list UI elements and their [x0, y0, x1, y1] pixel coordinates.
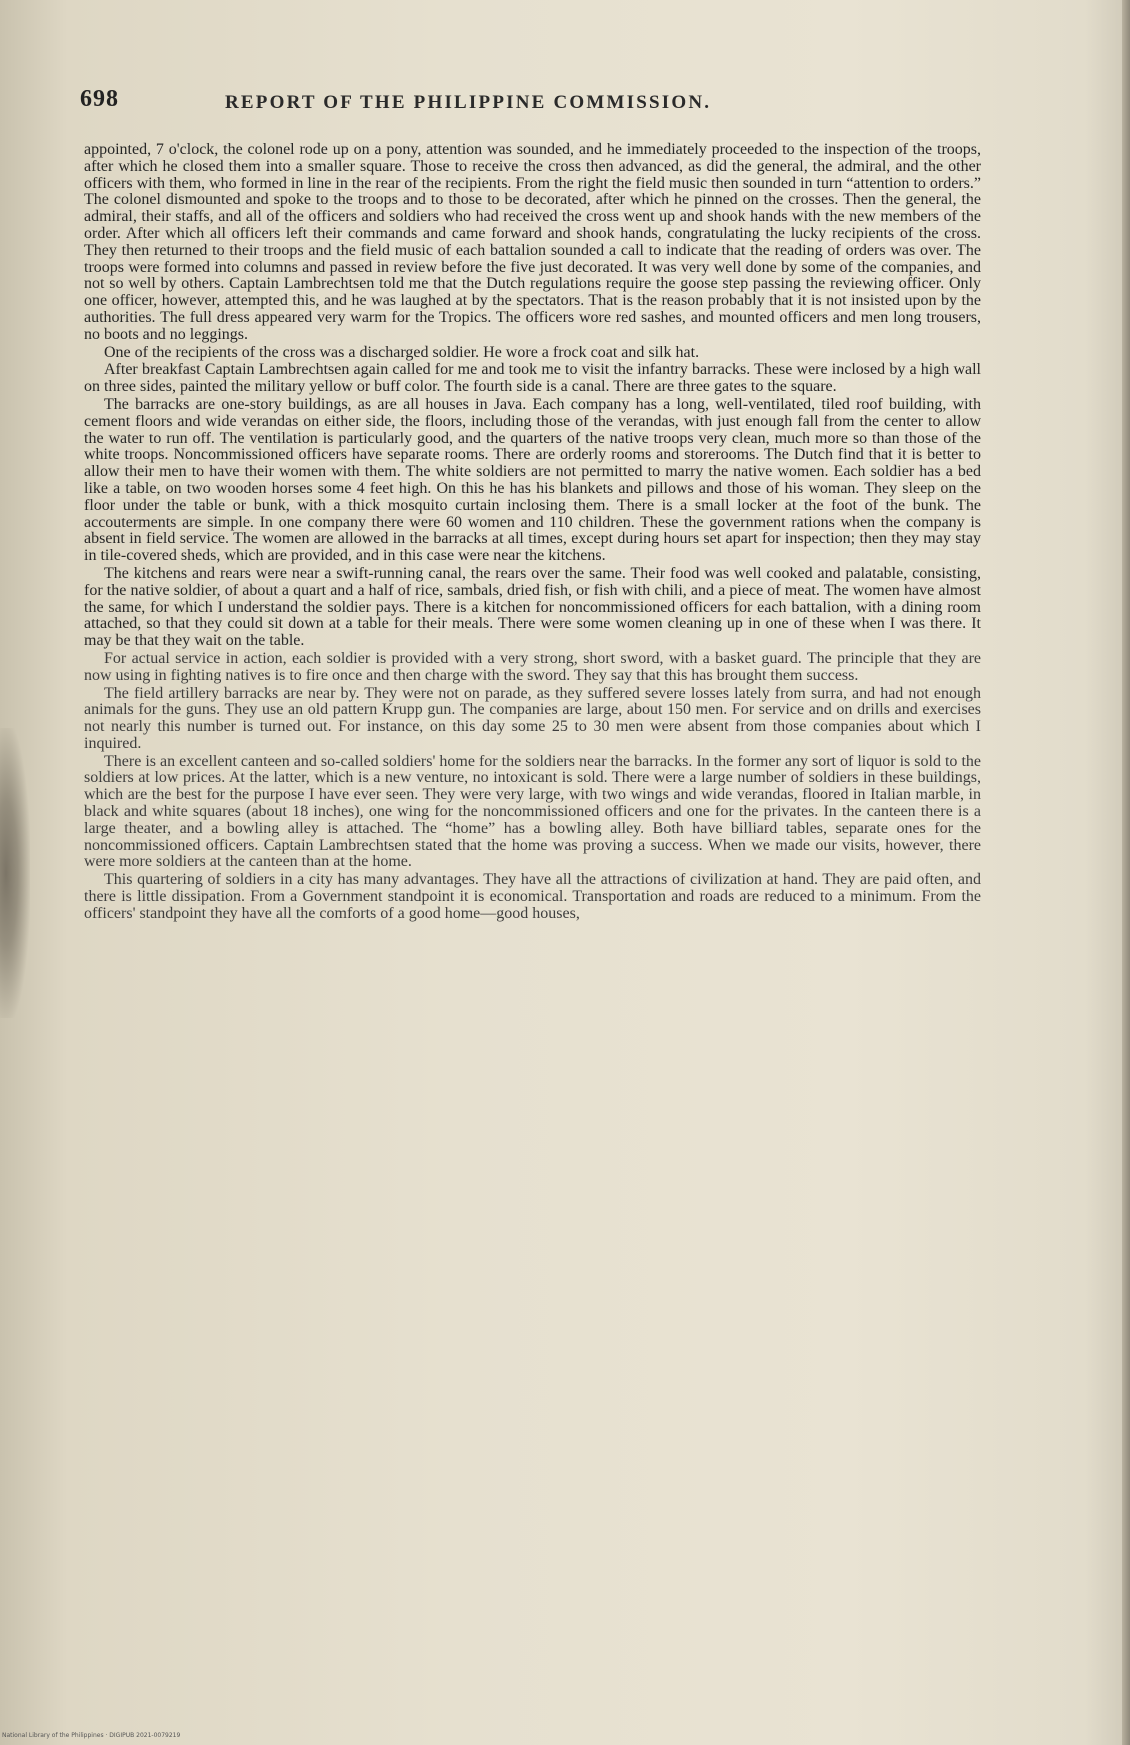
paragraph: The barracks are one-story buildings, as are all houses in Java. Each company has a long, well-ventilated, tiled roof building, with cement floors and wide verandas on either side, the floors, including those of the verandas, with just enough fall from the center to allow the water to run off. The ventilation is particularly good, and the quarters of the native troops very clean, much more so than those of the white troops. Noncommissioned officers have separate rooms. There are orderly rooms and storerooms. The Dutch find that it is better to allow their men to have their women with them. The white soldiers are not permitted to marry the native women. Each soldier has a bed like a table, on two wooden horses some 4 feet high. On this he has his blankets and pillows and those of his woman. They sleep on the floor under the table or bunk, with a thick mosquito curtain inclosing them. There is a small locker at the foot of the bunk. The accouterments are simple. In one company there were 60 women and 110 children. These the government rations when the company is absent in field service. The women are allowed in the barracks at all times, except during hours set apart for inspection; then they may stay in tile-covered sheds, which are provided, and in this case were near the kitchens. [84, 395, 981, 565]
page-number: 698 [80, 86, 119, 112]
paragraph: This quartering of soldiers in a city has many advantages. They have all the attractions of civilization at hand. They are paid often, and there is little dissipation. From a Government standpoint it is economical. Transportation and roads are reduced to a minimum. From the officers' standpoint they have all the comforts of a good home—good houses, [84, 871, 981, 922]
page-header [80, 86, 980, 126]
scan-credit: National Library of the Philippines · DIGIPUB 2021-0079219 [2, 1732, 181, 1739]
paragraph: There is an excellent canteen and so-called soldiers' home for the soldiers near the barracks. In the former any sort of liquor is sold to the soldiers at low prices. At the latter, which is a new venture, no intoxicant is sold. There were a large number of soldiers in these buildings, which are the best for the purpose I have ever seen. They were very large, with two wings and wide verandas, floored in Italian marble, in black and white squares (about 18 inches), one wing for the noncommissioned officers and one for the privates. In the canteen there is a large theater, and a bowling alley is attached. The “home” has a bowling alley. Both have billiard tables, separate ones for the noncommissioned officers. Captain Lambrechtsen stated that the home was proving a success. When we made our visits, however, there were more soldiers at the canteen than at the home. [84, 752, 981, 871]
paragraph: One of the recipients of the cross was a discharged soldier. He wore a frock coat and silk hat. [104, 343, 700, 361]
paragraph: The kitchens and rears were near a swift-running canal, the rears over the same. Their food was well cooked and palatable, consisting, for the native soldier, of about a quart and a half of rice, sambals, dried fish, or fish with chili, and a piece of meat. The women have almost the same, for which I understand the soldier pays. There is a kitchen for noncommissioned officers for each battalion, with a dining room attached, so that they could sit down at a table for their meals. There were some women cleaning up in one of these when I was there. It may be that they wait on the table. [84, 564, 981, 650]
paragraph: appointed, 7 o'clock, the colonel rode up on a pony, attention was sounded, and he immediately proceeded to the inspection of the troops, after which he closed them into a smaller square. Those to receive the cross then advanced, as did the general, the admiral, and the other officers with them, who formed in line in the rear of the recipients. From the right the field music then sounded in turn “attention to orders.” The colonel dismounted and spoke to the troops and to those to be decorated, after which he pinned on the crosses. Then the general, the admiral, their staffs, and all of the officers and soldiers who had received the cross went up and shook hands with the new members of the order. After which all officers left their commands and came forward and shook hands, congratulating the lucky recipients of the cross. They then returned to their troops and the field music of each battalion sounded a call to indicate that the reading of orders was over. The troops were formed into columns and passed in review before the five just decorated. It was very well done by some of the companies, and not so well by others. Captain Lambrechtsen told me that the Dutch regulations require the goose step passing the reviewing officer. Only one officer, however, attempted this, and he was laughed at by the spectators. That is the reason probably that it is not insisted upon by the authorities. The full dress appeared very warm for the Tropics. The officers wore red sashes, and mounted officers and men long trousers, no boots and no leggings. [84, 141, 981, 343]
body-text [84, 142, 981, 924]
paragraph: For actual service in action, each soldier is provided with a very strong, short sword, with a basket guard. The principle that they are now using in fighting natives is to fire once and then charge with the sword. They say that this has brought them success. [84, 649, 981, 684]
paragraph: The field artillery barracks are near by. They were not on parade, as they suffered severe losses lately from surra, and had not enough animals for the guns. They use an old pattern Krupp gun. The companies are large, about 150 men. For service and on drills and exercises not nearly this number is turned out. For instance, on this day some 25 to 30 men were absent from those companies about which I inquired. [84, 684, 981, 752]
page-edge [1122, 0, 1130, 1745]
running-head: REPORT OF THE PHILIPPINE COMMISSION. [225, 92, 712, 113]
binding-shadow [0, 728, 30, 1018]
paragraph: After breakfast Captain Lambrechtsen again called for me and took me to visit the infantry barracks. These were inclosed by a high wall on three sides, painted the military yellow or buff color. The fourth side is a canal. There are three gates to the square. [84, 361, 981, 396]
